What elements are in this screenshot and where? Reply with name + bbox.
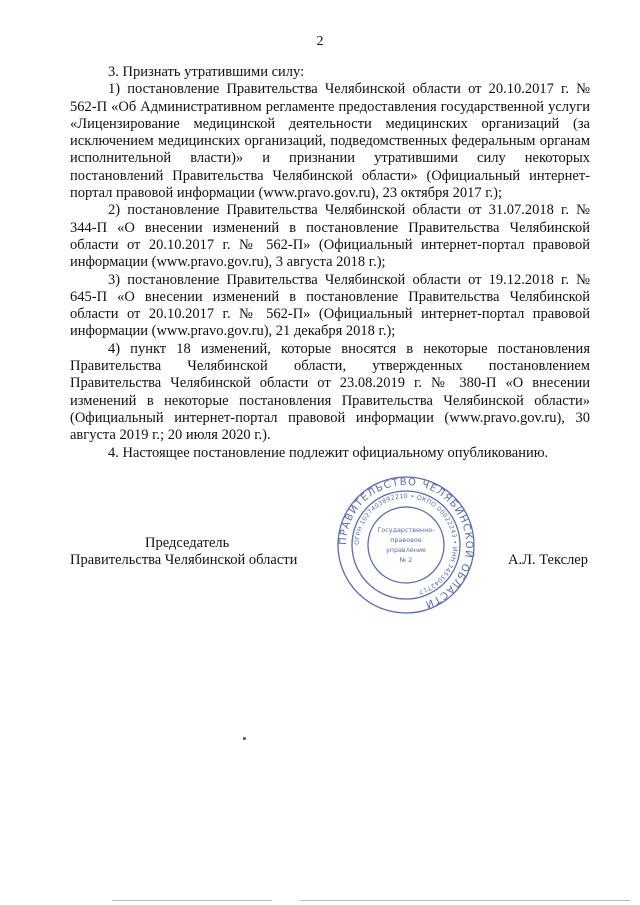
paragraph-subitem-4: 4) пункт 18 изменений, которые вносятся в некоторые постановления Правительства Челябинской области, утвержденных постановлением Правительства Челябинской области от 23.08.2019 г. № 380-П «О внесении изменений в некоторые постановления Правительства Челябинской области» (Официальный интернет-портал правовой информации (www.pravo.gov.ru), 30 августа 2019 г.; 20 июля 2020 г.). [70, 340, 590, 444]
seal-ring-text: ОГРН 1027403892210 • ОКПО 00022243 • ИНН 7453042717 [353, 492, 459, 596]
scan-speck [243, 737, 246, 740]
signatory-title-line2: Правительства Челябинской области [70, 552, 298, 568]
seal-outer-text: ПРАВИТЕЛЬСТВО ЧЕЛЯБИНСКОЙ ОБЛАСТИ [337, 476, 475, 610]
official-seal [336, 475, 476, 615]
paragraph-subitem-2: 2) постановление Правительства Челябинской области от 31.07.2018 г. № 344-П «О внесении изменений в постановление Правительства Челябинской области от 20.10.2017 г. № 562-П» (Официальный интернет-портал правовой информации (www.pravo.gov.ru), 3 августа 2018 г.); [70, 202, 590, 271]
page-number: 2 [316, 34, 324, 49]
seal-center-line3: управление [386, 546, 426, 554]
seal-graphic [336, 475, 476, 615]
paragraph-subitem-1: 1) постановление Правительства Челябинской области от 20.10.2017 г. № 562-П «Об Административном регламенте предоставления государственной услуги «Лицензирование медицинской деятельности медицинских организаций (за исключением медицинских организаций, подведомственных федеральным органам исполнительной власти)» и признании утратившими силу некоторых постановлений Правительства Челябинской области» (Официальный интернет-портал правовой информации (www.pravo.gov.ru), 23 октября 2017 г.); [70, 81, 590, 202]
paragraph-item-4: 4. Настоящее постановление подлежит официальному опубликованию. [108, 444, 549, 461]
paragraph-subitem-3: 3) постановление Правительства Челябинской области от 19.12.2018 г. № 645-П «О внесении изменений в постановление Правительства Челябинской области от 20.10.2017 г. № 562-П» (Официальный интернет-портал правовой информации (www.pravo.gov.ru), 21 декабря 2018 г.); [70, 271, 590, 340]
seal-inner-ring [368, 507, 444, 583]
footer-rule-left [112, 900, 272, 901]
seal-center-line1: Государственно- [377, 526, 435, 534]
footer-rule-right [300, 900, 630, 901]
signatory-title-line1: Председатель [145, 535, 230, 551]
seal-center-line4: № 2 [399, 556, 413, 564]
paragraph-item-3: 3. Признать утратившими силу: [108, 64, 305, 80]
document-body [70, 64, 590, 462]
seal-center-line2: правовое [390, 536, 422, 544]
signatory-name: А.Л. Текслер [508, 552, 588, 568]
